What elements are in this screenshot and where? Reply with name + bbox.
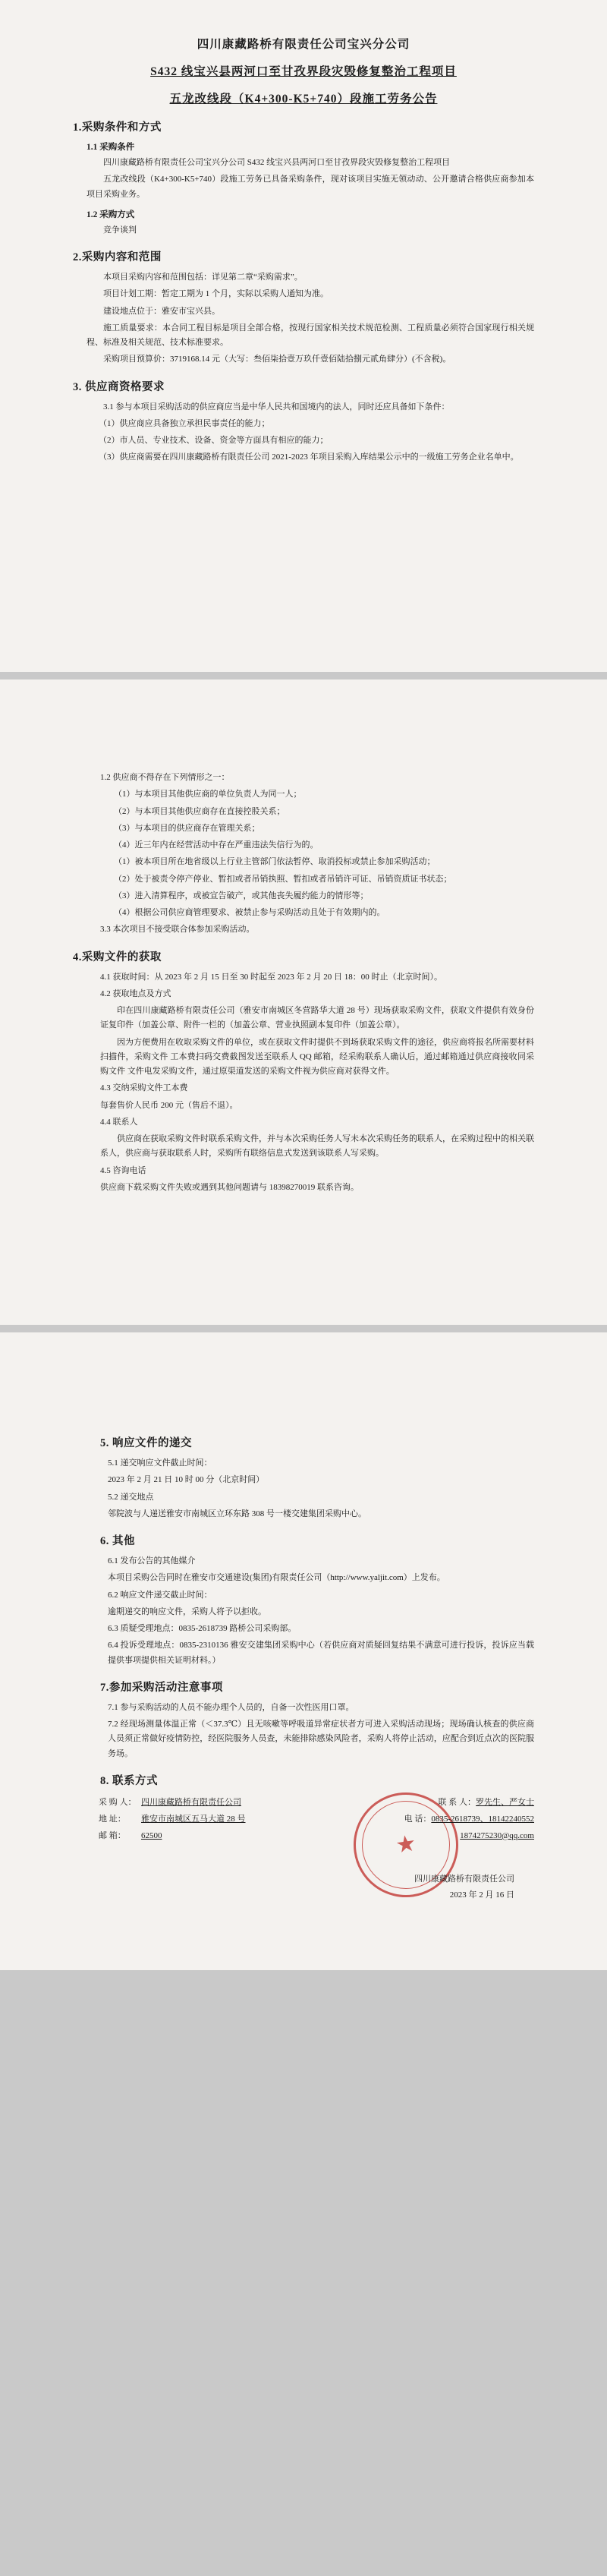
- section-1-2-para-1: 竞争谈判: [103, 225, 137, 235]
- section-3-2-item-3: （3）与本项目的供应商存在管理关系；: [114, 823, 260, 833]
- section-3-1-item-3: （3）供应商需要在四川康藏路桥有限责任公司 2021-2023 年项目采购入库结果公示中的一级施工劳务企业名单中。: [99, 452, 519, 462]
- section-5-heading: 5. 响应文件的递交: [100, 1437, 192, 1449]
- section-7-heading: 7.参加采购活动注意事项: [100, 1681, 223, 1694]
- section-4-5-para: 供应商下载采购文件失败或遇到其他问题请与 18398270019 联系咨询。: [100, 1182, 359, 1192]
- contact-label: 联 系 人：: [438, 1797, 476, 1807]
- section-7-1-para: 7.1 参与采购活动的人员不能办理个人员的，自备一次性医用口罩。: [108, 1702, 354, 1712]
- section-3-3-para: 3.3 本次项目不接受联合体参加采购活动。: [100, 925, 255, 935]
- section-4-3-heading: 4.3 交纳采购文件工本费: [100, 1083, 188, 1093]
- section-3-2-sub-item-1: （1）被本项目所在地省级以上行业主管部门依法暂停、取消投标或禁止参加采购活动；: [114, 857, 436, 867]
- section-4-2-heading: 4.2 获取地点及方式: [100, 988, 171, 998]
- section-6-1-heading: 6.1 发布公告的其他媒介: [108, 1556, 196, 1565]
- section-6-3-para: 6.3 质疑受理地点：0835-2618739 路桥公司采购部。: [108, 1624, 297, 1633]
- contact-row: [99, 1827, 534, 1844]
- document-page-1: [0, 0, 607, 672]
- section-4-1-para: 4.1 获取时间：从 2023 年 2 月 15 日至 30 时起至 2023 年 2 月 20 日 18：00 时止（北京时间）。: [100, 972, 442, 982]
- contact-email: 1874275230@qq.com: [460, 1830, 534, 1840]
- section-2-heading: 2.采购内容和范围: [73, 251, 162, 263]
- section-6-1-para: 本项目采购公告同时在雅安市交通建设(集团)有限责任公司（http://www.yaljit.com）上发布。: [108, 1573, 445, 1583]
- signoff-date: 2023 年 2 月 16 日: [449, 1890, 514, 1900]
- contact-row: [99, 1811, 534, 1827]
- contact-row: [99, 1794, 534, 1811]
- section-4-heading: 4.采购文件的获取: [73, 951, 162, 963]
- section-2-para-1: 本项目采购内容和范围包括：详见第二章“采购需求”。: [103, 273, 303, 282]
- section-2-para-5: 采购项目预算价：3719168.14 元（大写：叁佰柒拾壹万玖仟壹佰陆拾捌元贰角肆分）(不含税)。: [103, 355, 451, 364]
- contact-block: [73, 1794, 534, 1844]
- section-2-para-3: 建设地点位于：雅安市宝兴县。: [103, 306, 220, 316]
- doc-title-company: 四川康藏路桥有限责任公司宝兴分公司: [197, 38, 410, 51]
- section-1-1-para-1: 四川康藏路桥有限责任公司宝兴分公司 S432 线宝兴县两河口至甘孜界段灾毁修复整治工程项目: [103, 158, 451, 167]
- doc-title-section: 五龙改线段（K4+300-K5+740）段施工劳务公告: [169, 93, 438, 106]
- section-4-2-para-2: 因为方便费用在收取采购文件的单位，或在获取文件时提供不到场获取采购文件的途径，供应商将报名所需要材料扫描件，采购文件 工本费扫码交费截图发送至联系人 QQ 邮箱，经采购联系人确认后，通过邮箱通过供应商接收同采购文件 文件电发采购文件，通过原渠道发送的采购文件视为供应商对获得文件。: [100, 1037, 534, 1076]
- contact-value: 62500: [141, 1830, 162, 1840]
- document-page-2: [0, 679, 607, 1325]
- section-3-2-para: 1.2 供应商不得存在下列情形之一：: [100, 773, 230, 782]
- section-1-2-heading: 1.2 采购方式: [86, 210, 135, 219]
- contact-label: 采 购 人：: [99, 1797, 137, 1807]
- section-4-2-para-1: 印在四川康藏路桥有限责任公司（雅安市南城区冬营路华大道 28 号）现场获取采购文件，获取文件提供有效身份证复印件（加盖公章、附件一栏的（加盖公章、营业执照副本复印件（加盖公章）。: [100, 1006, 534, 1030]
- section-6-2-heading: 6.2 响应文件递交截止时间：: [108, 1590, 212, 1600]
- contact-label: 邮 箱：: [99, 1830, 126, 1840]
- page-separator-2: [0, 1325, 607, 1332]
- section-1-1-heading: 1.1 采购条件: [86, 143, 135, 152]
- page-separator-1: [0, 672, 607, 679]
- signoff-block: [73, 1871, 534, 1903]
- section-3-2-item-1: （1）与本项目其他供应商的单位负责人为同一人；: [114, 790, 302, 799]
- contact-value: 罗先生、严女士: [476, 1797, 534, 1807]
- section-3-2-sub-item-2: （2）处于被责令停产停业、暂扣或者吊销执照、暂扣或者吊销许可证、吊销资质证书状态；: [114, 874, 452, 884]
- signoff-company: 四川康藏路桥有限责任公司: [414, 1874, 514, 1884]
- section-5-1-heading: 5.1 递交响应文件截止时间：: [108, 1458, 212, 1468]
- section-6-2-para: 逾期递交的响应文件，采购人将予以拒收。: [108, 1606, 266, 1616]
- section-3-1-item-2: （2）市人员、专业技术、设备、资金等方面具有相应的能力；: [99, 436, 329, 445]
- section-4-4-heading: 4.4 联系人: [100, 1117, 138, 1127]
- contact-value: 0835-2618739、18142240552: [431, 1814, 534, 1824]
- section-2-para-4: 施工质量要求：本合同工程目标是项目全部合格，按现行国家相关技术规范检测、工程质量必须符合国家现行相关规程、标准及相关规范、技术标准要求。: [86, 323, 534, 347]
- section-3-1-item-1: （1）供应商应具备独立承担民事责任的能力；: [99, 418, 270, 428]
- section-3-2-sub-item-3: （3）进入清算程序，或被宣告破产，或其他丧失履约能力的情形等；: [114, 891, 369, 900]
- section-8-heading: 8. 联系方式: [100, 1774, 158, 1787]
- section-4-4-para: 供应商在获取采购文件时联系采购文件，并与本次采购任务人写未本次采购任务的联系人，在采购过程中的相关联系人，供应商与获取联系人时，采购所有联络信息式发送到该联系人写采购。: [100, 1134, 534, 1159]
- section-6-heading: 6. 其他: [100, 1535, 135, 1547]
- section-3-2-item-2: （2）与本项目其他供应商存在直接控股关系；: [114, 806, 285, 816]
- section-1-heading: 1.采购条件和方式: [73, 121, 162, 134]
- contact-label: 地 址：: [99, 1814, 126, 1824]
- doc-title-project: S432 线宝兴县两河口至甘孜界段灾毁修复整治工程项目: [150, 65, 457, 78]
- contact-label: 电 话：: [404, 1814, 432, 1824]
- section-5-2-location: 邻院波与人递送雅安市南城区立环东路 308 号一楼交建集团采购中心。: [108, 1509, 366, 1518]
- section-3-2-item-4: （4）近三年内在经营活动中存在严重违法失信行为的。: [114, 840, 319, 850]
- section-4-3-para: 每套售价人民币 200 元（售后不退）。: [100, 1100, 238, 1110]
- star-icon: ★: [394, 1830, 418, 1859]
- section-6-4-para: 6.4 投诉受理地点：0835-2310136 雅安交建集团采购中心（若供应商对质疑回复结果不满意可进行投诉，投诉应当载提供事项提供相关证明材料。）: [108, 1641, 534, 1665]
- section-1-1-para-2: 五龙改线段（K4+300-K5+740）段施工劳务已具备采购条件，现对该项目实施无领动动、公开邀请合格供应商参加本项目采购业务。: [86, 175, 534, 199]
- contact-value: 四川康藏路桥有限责任公司: [141, 1797, 241, 1807]
- section-7-2-para: 7.2 经现场测量体温正常（＜37.3℃）且无咳嗽等呼吸道异常症状者方可进入采购活动现场；现场确认核查的供应商人员须正常做好疫情防控，经医院服务人员查，未能排除感染风险者，采购人将停止活动，应配合到近点次的医院服务场。: [108, 1720, 534, 1758]
- document-page-3: [0, 1332, 607, 1970]
- section-3-1-para: 3.1 参与本项目采购活动的供应商应当是中华人民共和国境内的法人，同时还应具备如下条件：: [103, 402, 450, 411]
- section-5-2-heading: 5.2 递交地点: [108, 1492, 154, 1502]
- contact-value: 雅安市南城区五马大道 28 号: [141, 1814, 246, 1824]
- section-5-1-datetime: 2023 年 2 月 21 日 10 时 00 分（北京时间）: [108, 1475, 265, 1485]
- section-3-2-sub-item-4: （4）根据公司供应商管理要求、被禁止参与采购活动且处于有效期内的。: [114, 908, 385, 917]
- section-2-para-2: 项目计划工期：暂定工期为 1 个月，实际以采购人通知为准。: [103, 289, 329, 299]
- section-4-5-heading: 4.5 咨询电话: [100, 1165, 146, 1175]
- section-3-heading: 3. 供应商资格要求: [73, 380, 165, 393]
